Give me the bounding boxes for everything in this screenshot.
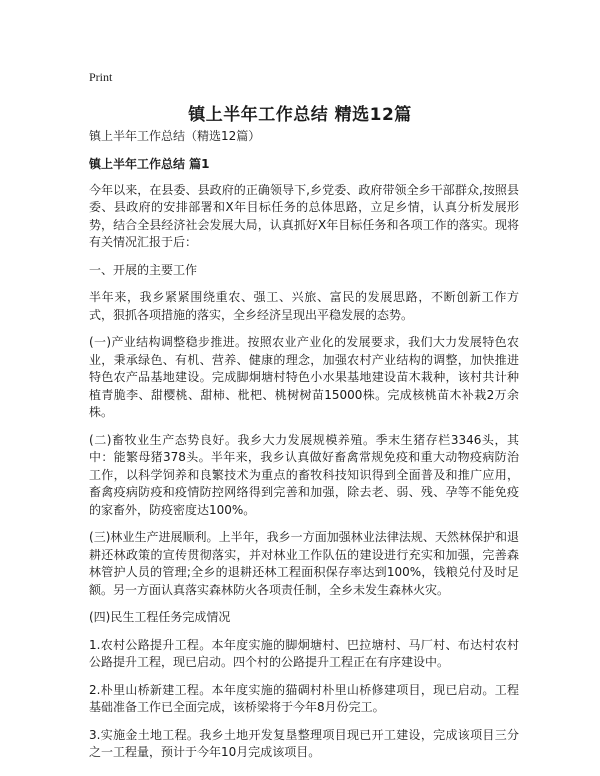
paragraph-industry: (一)产业结构调整稳步推进。按照农业产业化的发展要求，我们大力发展特色农业，秉承绿色、有机、营养、健康的理念，加强农村产业结构的调整，加快推进特色农产品基地建设。完成脚炯塘村特色小水果基地建设苗木栽种，该村共计种植青脆李、甜樱桃、甜柿、枇杷、桃树树苗15000株。完成核桃苗木补栽2万余株。 xyxy=(89,335,519,419)
document-title: 镇上半年工作总结 精选12篇 xyxy=(188,105,412,125)
print-label: Print xyxy=(89,70,113,84)
section-heading: 镇上半年工作总结 篇1 xyxy=(89,157,210,171)
paragraph-forestry: (三)林业生产进展顺利。上半年，我乡一方面加强林业法律法规、天然林保护和退耕还林政策的宣传贯彻落实，并对林业工作队伍的建设进行充实和加强，完善森林管护人员的管理;全乡的退耕还林工程面积保存率达到100%，钱粮兑付及时足额。另一方面认真落实森林防火各项责任制，全乡未发生森林火灾。 xyxy=(89,530,519,597)
paragraph-overview: 半年来，我乡紧紧围绕重农、强工、兴旅、富民的发展思路，不断创新工作方式，狠抓各项措施的落实，全乡经济呈现出平稳发展的态势。 xyxy=(89,290,519,322)
paragraph-intro: 今年以来，在县委、县政府的正确领导下,乡党委、政府带领全乡干部群众,按照县委、县政府的安排部署和X年目标任务的总体思路，立足乡情，认真分析发展形势，结合全县经济社会发展大局，认真抓好X年目标任务和各项工作的落实。现将有关情况汇报于后： xyxy=(89,182,519,249)
document-body xyxy=(89,128,519,772)
list-item-roads: 1.农村公路提升工程。本年度实施的脚炯塘村、巴拉塘村、马厂村、布达村农村公路提升工程，现已启动。四个村的公路提升工程正在有序建设中。 xyxy=(89,637,519,669)
paragraph-livestock: (二)畜牧业生产态势良好。我乡大力发展规模养殖。季末生猪存栏3346头，其中：能繁母猪378头。半年来，我乡认真做好畜禽常规免疫和重大动物疫病防治工作，以科学饲养和良繁技术为重点的畜牧科技知识得到全面普及和推广应用，畜禽疫病防疫和疫情防控网络得到完善和加强，除去老、弱、残、孕等不能免疫的家畜外，防疫密度达100%。 xyxy=(89,432,519,517)
heading-main-work: 一、开展的主要工作 xyxy=(89,262,198,277)
list-item-land: 3.实施金土地工程。我乡土地开发复垦整理项目现已开工建设，完成该项目三分之一工程量，预计于今年10月完成该项目。 xyxy=(89,727,519,759)
heading-livelihood: (四)民生工程任务完成情况 xyxy=(89,610,231,624)
list-item-bridge: 2.朴里山桥新建工程。本年度实施的猫碉村朴里山桥修建项目，现已启动。工程基础准备工作已全面完成，该桥梁将于今年8月份完工。 xyxy=(89,682,519,714)
subtitle: 镇上半年工作总结（精选12篇） xyxy=(89,129,261,143)
